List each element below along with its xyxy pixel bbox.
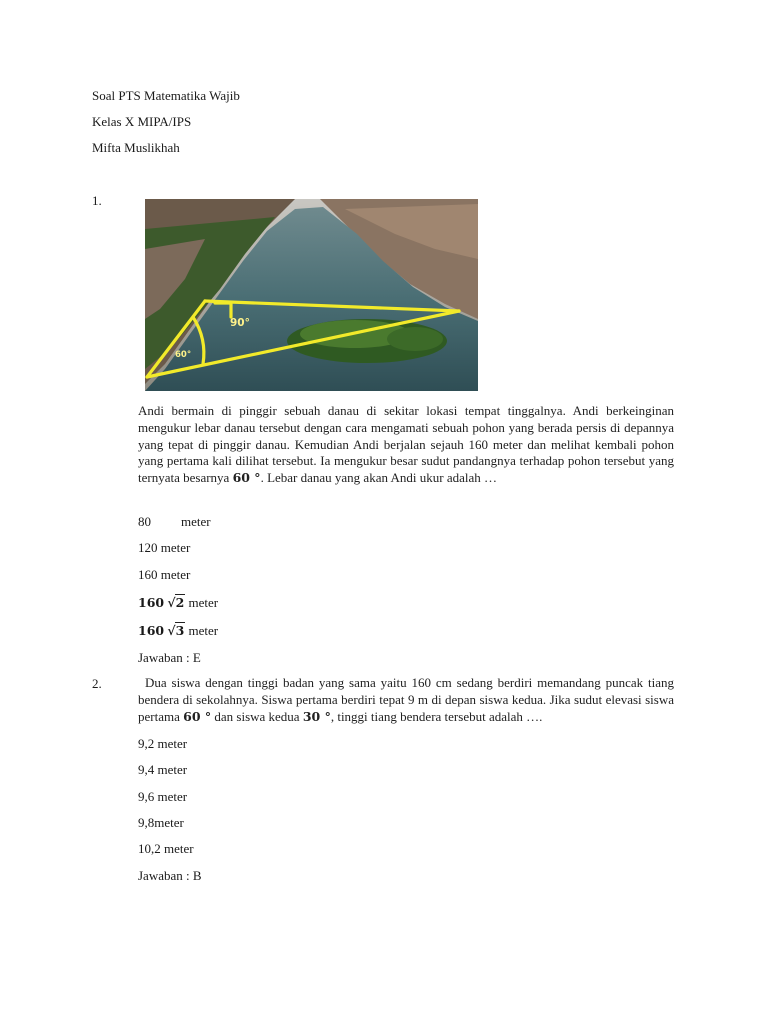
option-coef: 160: [138, 623, 165, 638]
option-unit: meter: [188, 623, 219, 638]
radicand: 3: [175, 623, 185, 638]
q2-option-a: 9,2 meter: [138, 736, 188, 751]
q1-text: [138, 403, 674, 487]
q1-angle: 60 °: [232, 470, 261, 486]
option-unit: meter: [181, 514, 211, 529]
q1-option-c: 160 meter: [138, 567, 191, 582]
q2-angle-a: 60 °: [183, 708, 212, 724]
q1-option-e: [138, 622, 218, 639]
q2-text-c: , tinggi tiang bendera tersebut adalah ….: [330, 708, 543, 724]
q2-text-b: dan siswa kedua: [214, 708, 300, 724]
doc-title: Soal PTS Matematika Wajib: [92, 88, 240, 103]
q1-answer: Jawaban : E: [138, 650, 201, 665]
q1-option-d: [138, 594, 218, 611]
option-value: 80: [138, 514, 151, 529]
sqrt-symbol: √2: [167, 595, 185, 610]
q1-number: 1.: [92, 193, 102, 208]
q1-option-a: [138, 514, 211, 530]
q2-option-e: 10,2 meter: [138, 841, 194, 856]
q1-option-b: 120 meter: [138, 540, 191, 555]
angle-label: 60°: [175, 350, 192, 360]
q2-text-a: Dua siswa dengan tinggi badan yang sama yaitu 160 cm sedang berdiri memandang puncak tiang bendera di sekolahnya. Siswa pertama berdiri tepat 9 m di depan siswa kedua. Jika sudut elevasi siswa pertama: [138, 675, 674, 724]
q2-angle-b: 30 °: [302, 708, 331, 724]
radicand: 2: [175, 595, 185, 610]
option-unit: meter: [188, 595, 219, 610]
doc-class: Kelas X MIPA/IPS: [92, 114, 192, 129]
q2-text: [138, 675, 674, 725]
right-angle-label: 90°: [230, 317, 250, 329]
q2-option-b: 9,4 meter: [138, 762, 188, 777]
doc-author: Mifta Muslikhah: [92, 140, 180, 155]
q1-text-end: . Lebar danau yang akan Andi ukur adalah …: [260, 470, 498, 486]
sqrt-symbol: √3: [167, 623, 185, 638]
option-coef: 160: [138, 595, 165, 610]
q1-text-main: Andi bermain di pinggir sebuah danau di sekitar lokasi tempat tinggalnya. Andi berkeinginan mengukur lebar danau tersebut dengan cara mengamati sebuah pohon yang berada persis di depannya yang tepat di pinggir danau. Kemudian Andi berjalan sejauh 160 meter dan melihat kembali pohon yang pertama kali dilihat tersebut. Ia mengukur besar sudut pandangnya terhadap pohon tersebut yang ternyata besarnya: [138, 403, 674, 486]
q2-option-d: 9,8meter: [138, 815, 184, 830]
q2-option-c: 9,6 meter: [138, 789, 188, 804]
q2-answer: Jawaban : B: [138, 868, 202, 883]
q2-number: 2.: [92, 676, 102, 691]
lake-photo: [145, 199, 478, 391]
